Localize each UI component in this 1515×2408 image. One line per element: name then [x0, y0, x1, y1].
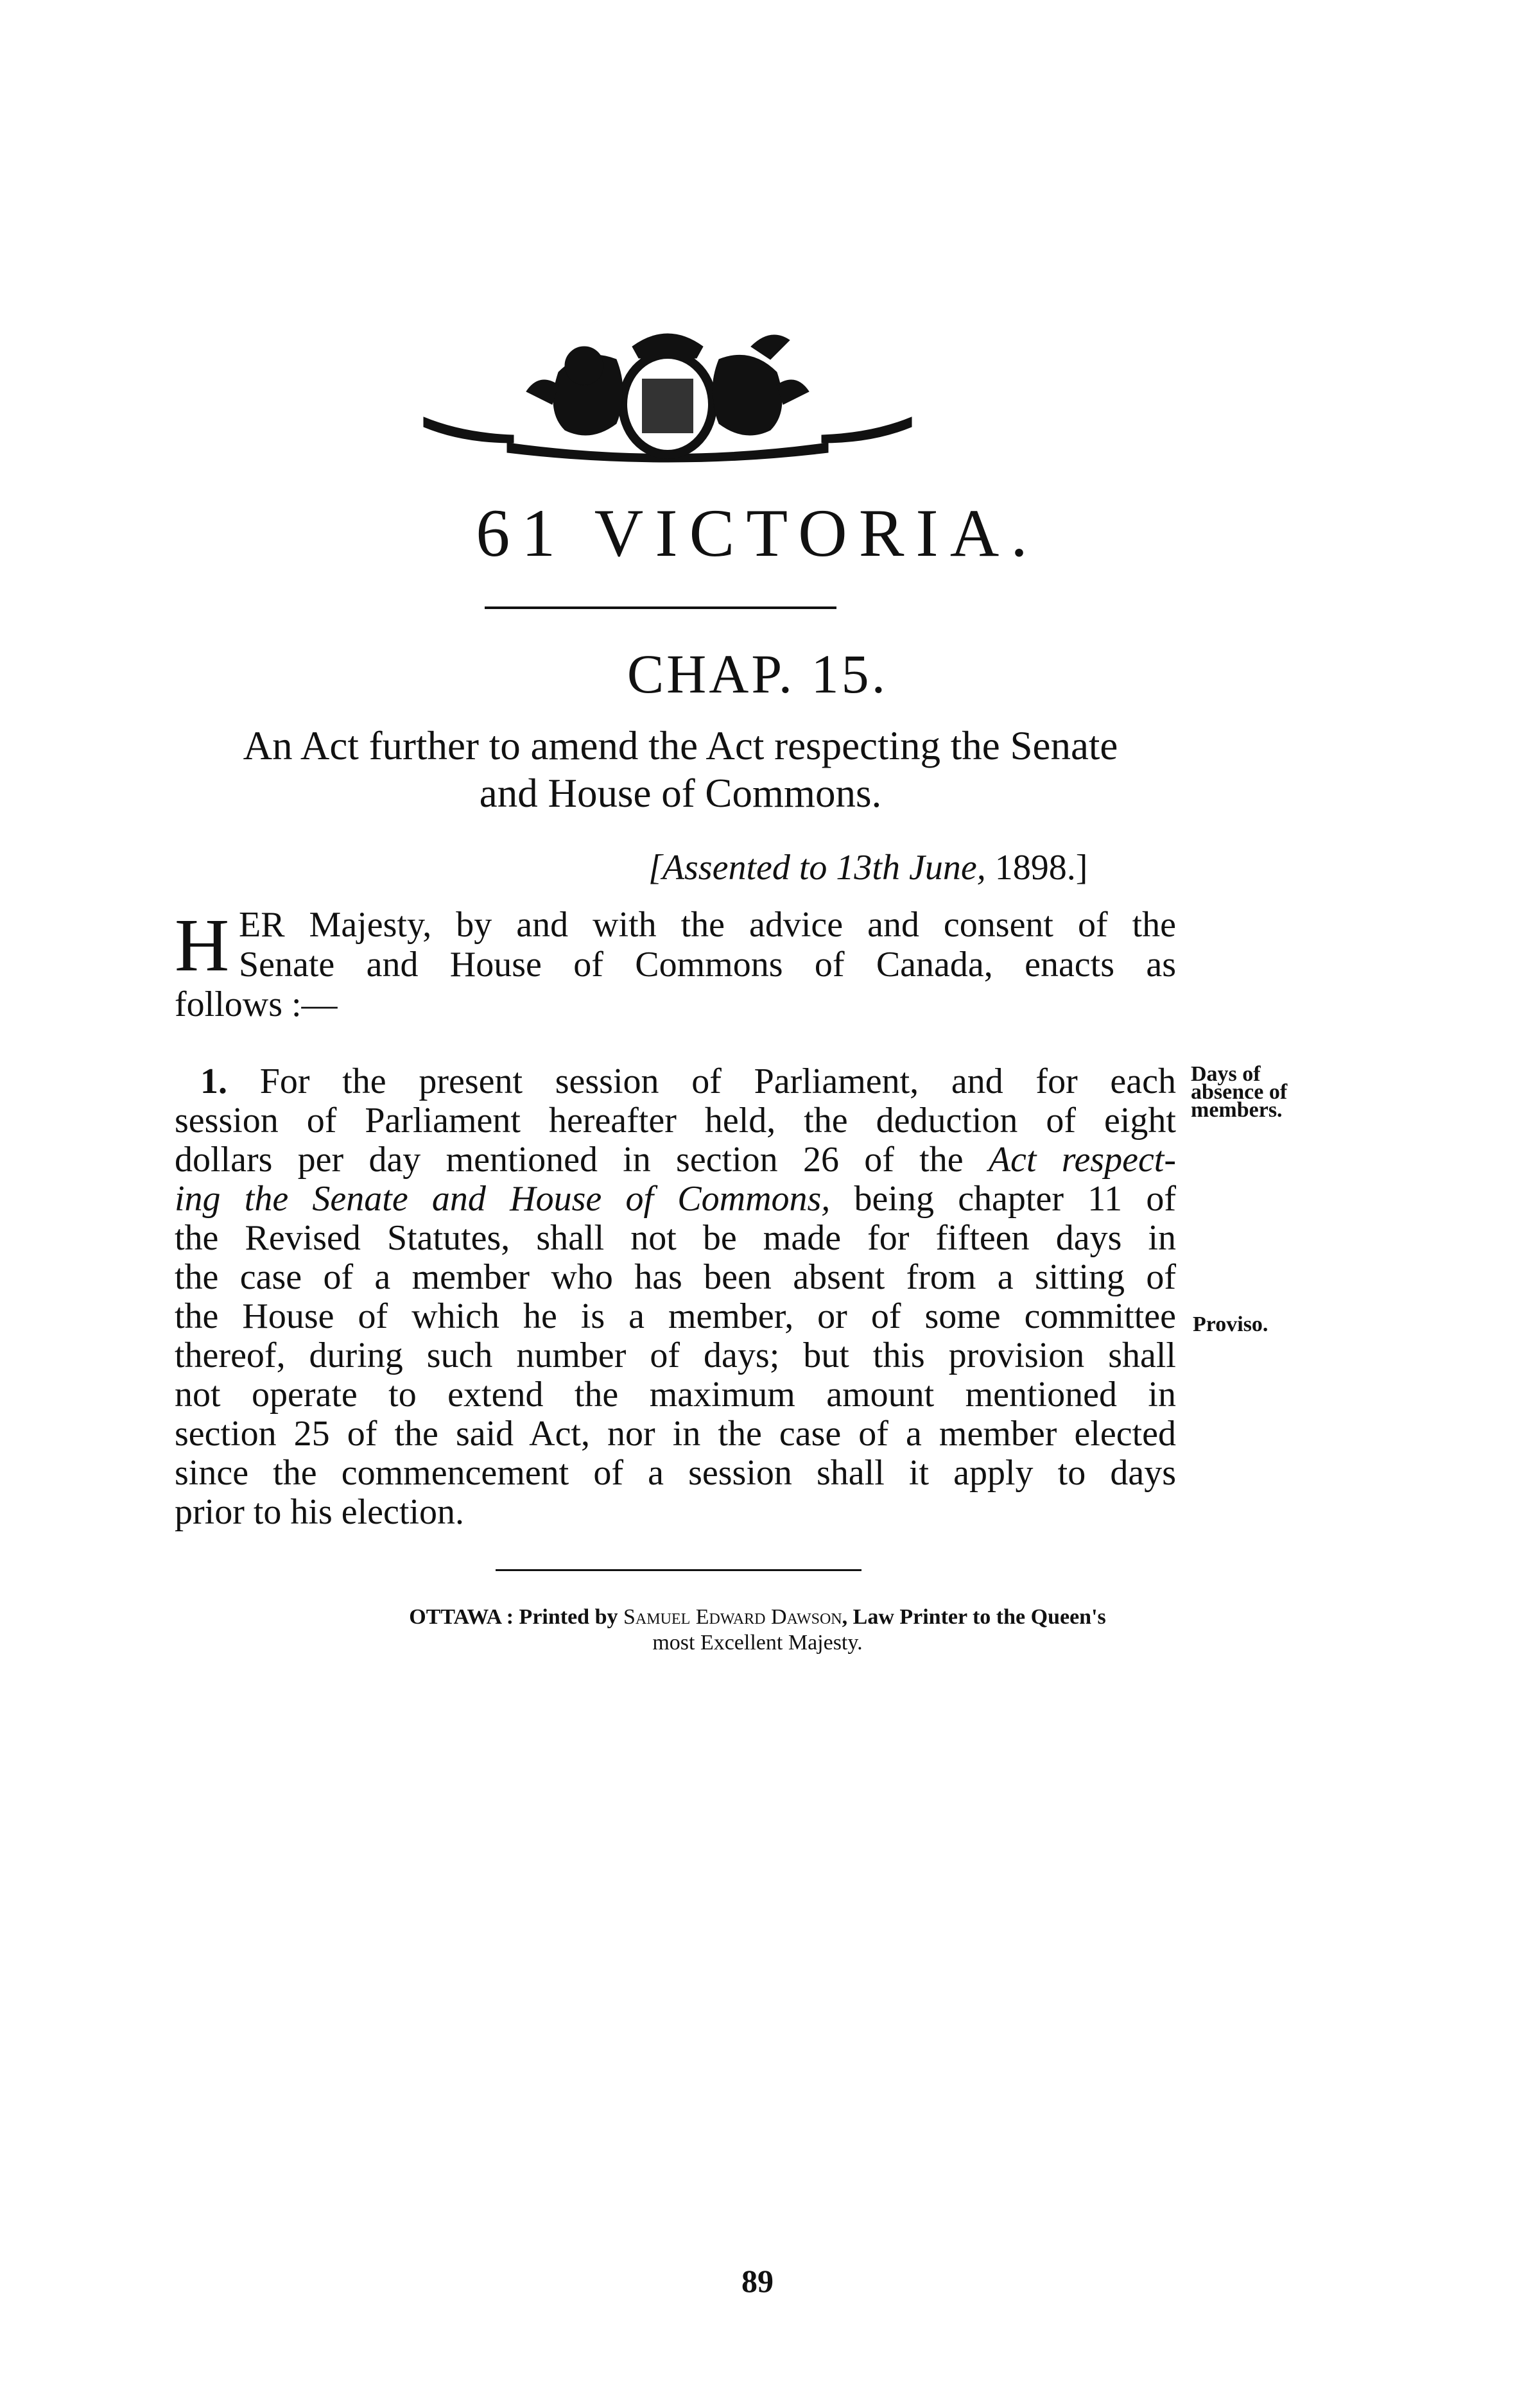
margin-note-line: members.: [1191, 1098, 1283, 1122]
section-line: prior to his election.: [175, 1492, 465, 1532]
section-line: since the commencement of a session shall it apply to days: [175, 1453, 1176, 1493]
enacting-clause: [175, 905, 1176, 1024]
imprint-place: OTTAWA :: [409, 1605, 514, 1629]
section-line: thereof, during such number of days; but this provision shall: [175, 1336, 1176, 1375]
assent-date: [648, 847, 1087, 888]
section-text: being chapter 11 of: [854, 1179, 1176, 1219]
drop-cap: H: [175, 903, 230, 987]
section-line: session of Parliament hereafter held, the deduction of eight: [175, 1101, 1176, 1140]
margin-note-line: absence of: [1191, 1080, 1288, 1104]
section-line: section 25 of the said Act, nor in the case of a member elected: [175, 1414, 1176, 1454]
imprint-divider: [496, 1569, 861, 1571]
section-line: [175, 1062, 1176, 1101]
section-1: [175, 1062, 1176, 1532]
assent-prefix: [Assented to: [648, 848, 836, 888]
regnal-year-title: 61 VICTORIA.: [476, 495, 1039, 571]
assent-year: 1898.]: [985, 848, 1088, 888]
chapter-heading: CHAP. 15.: [627, 643, 888, 705]
section-line: the House of which he is a member, or of some committee: [175, 1296, 1176, 1336]
section-line: [175, 1140, 1176, 1180]
act-title: [154, 722, 1207, 817]
section-line: not operate to extend the maximum amount mentioned in: [175, 1375, 1176, 1415]
margin-note-line: Days of: [1191, 1062, 1261, 1086]
section-line: [175, 1180, 1176, 1219]
printer-imprint: [0, 1604, 1515, 1656]
enacting-line: follows :—: [175, 985, 338, 1024]
act-title-line: and House of Commons.: [479, 771, 882, 816]
imprint-line-1: [0, 1604, 1515, 1630]
section-text: dollars per day mentioned in section 26 of the: [175, 1140, 964, 1180]
imprint-printer-role: , Law Printer to the Queen's: [842, 1605, 1106, 1629]
enacting-line: ER Majesty, by and with the advice and consent of the: [239, 905, 1176, 945]
section-text-italic: Act respect-: [988, 1140, 1177, 1180]
section-text-italic: ing the Senate and House of Commons,: [175, 1179, 831, 1219]
page-number: 89: [741, 2263, 774, 2299]
imprint-line-2: most Excellent Majesty.: [652, 1631, 863, 1655]
title-divider: [485, 606, 836, 609]
section-line: the Revised Statutes, shall not be made for fifteen days in: [175, 1218, 1176, 1258]
section-number: 1.: [200, 1062, 227, 1101]
assent-day: 13th June,: [836, 848, 986, 888]
margin-note-days-of-absence: [1191, 1062, 1319, 1122]
imprint-printer-name: Samuel Edward Dawson: [623, 1605, 842, 1629]
act-title-line: An Act further to amend the Act respecting the Senate: [243, 723, 1118, 768]
enacting-line: Senate and House of Commons of Canada, enacts as: [239, 945, 1176, 985]
imprint-printed-by: Printed by: [514, 1605, 623, 1629]
margin-note-proviso: Proviso.: [1193, 1312, 1268, 1336]
section-line: the case of a member who has been absent from a sitting of: [175, 1257, 1176, 1297]
royal-coat-of-arms-emblem: [411, 321, 924, 469]
section-text: For the present session of Parliament, and for each: [259, 1062, 1176, 1101]
